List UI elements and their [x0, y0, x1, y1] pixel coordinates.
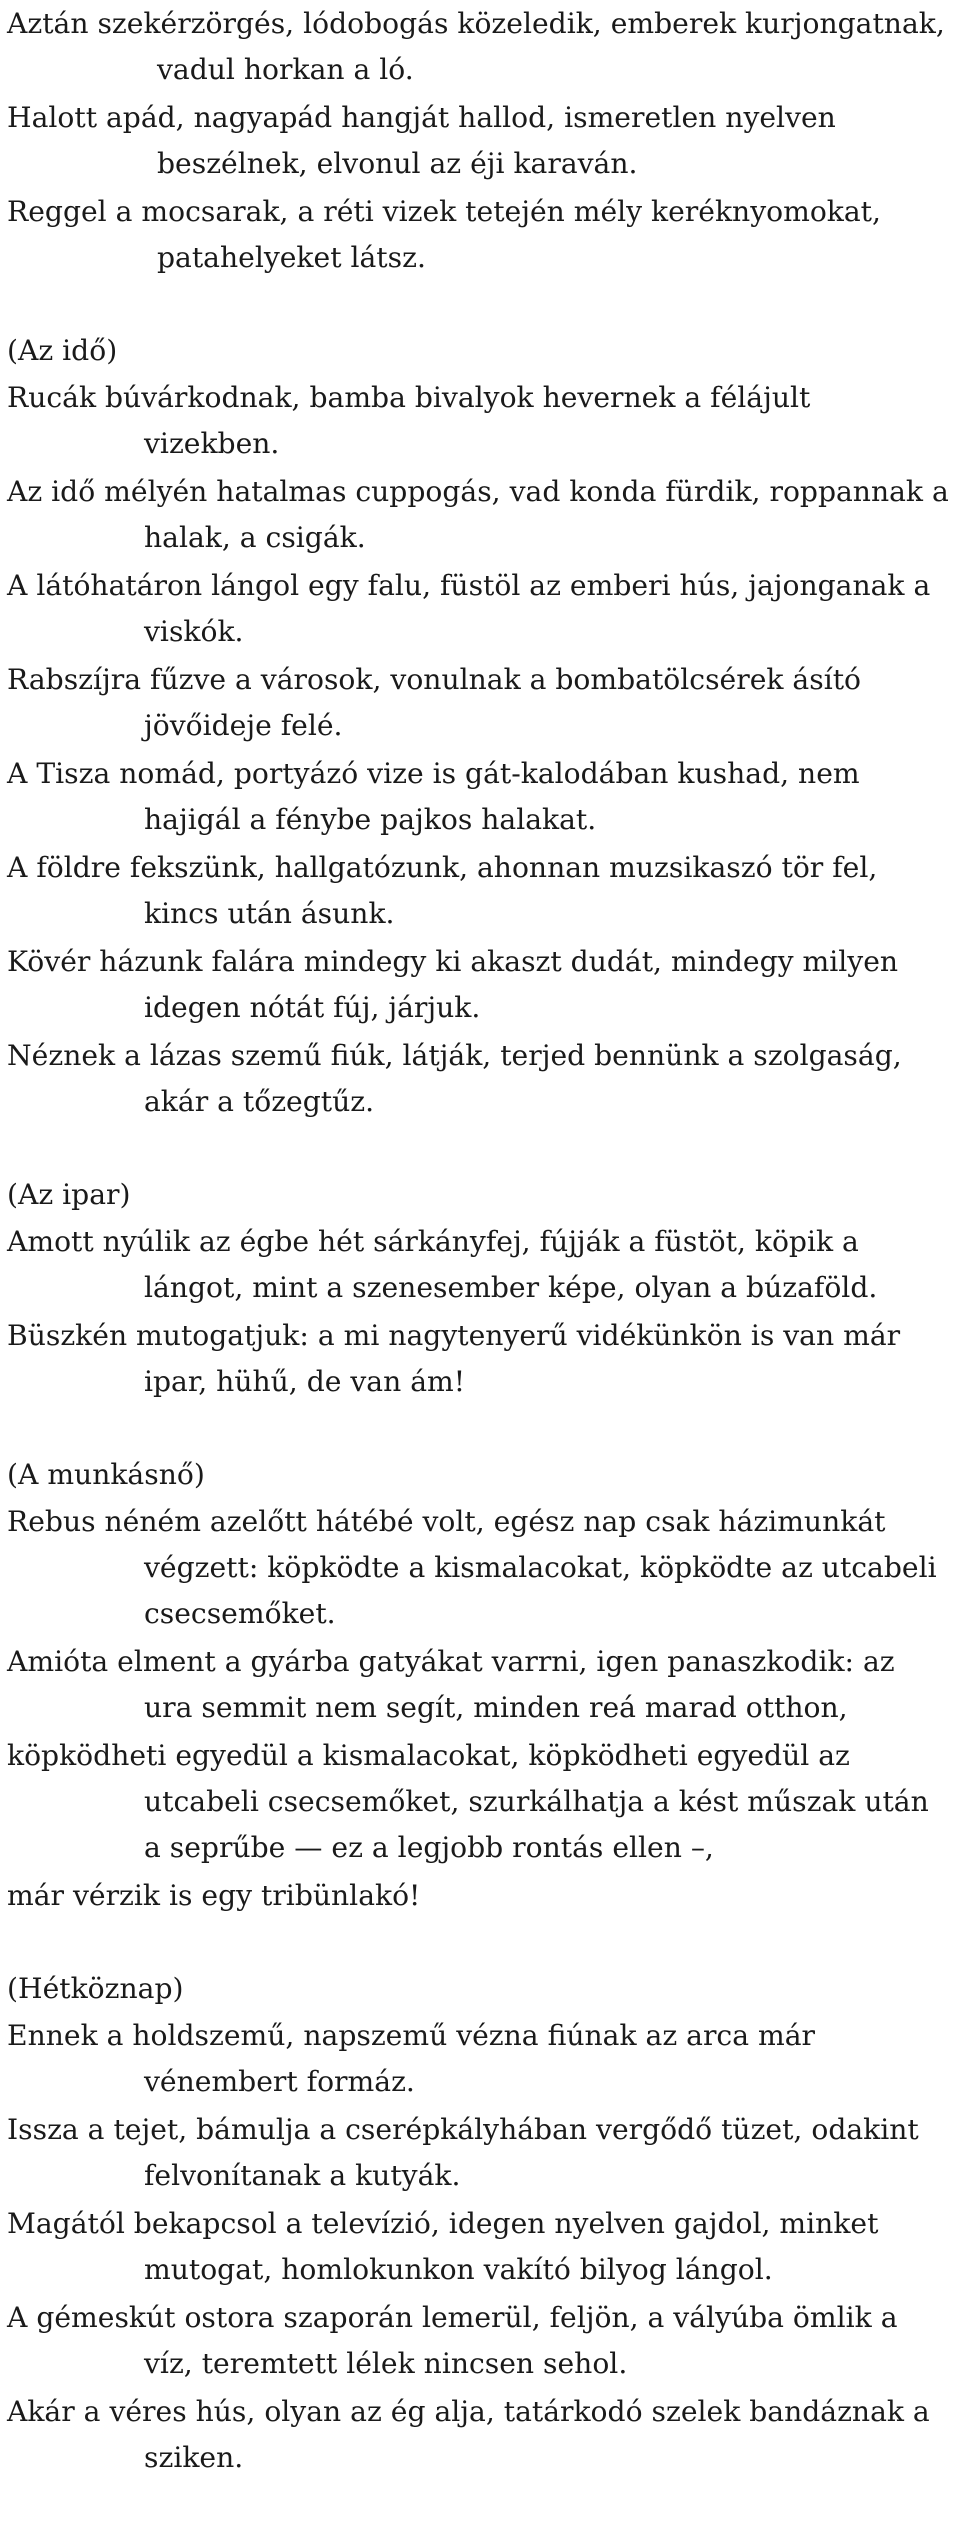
- poem-section: [7, 1172, 952, 1406]
- verse-line: A Tisza nomád, portyázó vize is gát-kalodában kushad, nem hajigál a fénybe pajkos halakat.: [7, 757, 860, 836]
- poem-text: [7, 0, 952, 2528]
- verse-line: Büszkén mutogatjuk: a mi nagytenyerű vidékünkön is van már ipar, hühű, de van ám!: [7, 1319, 901, 1398]
- verse-line: A földre fekszünk, hallgatózunk, ahonnan muzsikaszó tör fel, kincs után ásunk.: [7, 851, 878, 930]
- section-title: (Az ipar): [7, 1178, 131, 1211]
- verse-line: Aztán szekérzörgés, lódobogás közeledik, emberek kurjongatnak, vadul horkan a ló.: [7, 7, 945, 86]
- section-title: (Hétköznap): [7, 1972, 184, 2005]
- verse-line: Rebus néném azelőtt hátébé volt, egész nap csak házimunkát végzett: köpködte a kismalacokat, köpködte az utcabeli csecsemőket.: [7, 1505, 937, 1630]
- verse-line: Rabszíjra fűzve a városok, vonulnak a bombatölcsérek ásító jövőideje felé.: [7, 663, 862, 742]
- poem-section: [7, 1966, 952, 2482]
- verse-line: Ennek a holdszemű, napszemű vézna fiúnak az arca már vénembert formáz.: [7, 2019, 815, 2098]
- verse-line: Rucák búvárkodnak, bamba bivalyok hevernek a félájult vizekben.: [7, 381, 811, 460]
- verse-line: Halott apád, nagyapád hangját hallod, ismeretlen nyelven beszélnek, elvonul az éji karaván.: [7, 101, 836, 180]
- verse-line: Amott nyúlik az égbe hét sárkányfej, fújják a füstöt, köpik a lángot, mint a szenesember képe, olyan a búzaföld.: [7, 1225, 878, 1304]
- poem-section: [7, 0, 952, 282]
- verse-line: Amióta elment a gyárba gatyákat varrni, igen panaszkodik: az ura semmit nem segít, minden reá marad otthon,: [7, 1645, 895, 1724]
- section-title: (A munkásnő): [7, 1458, 205, 1491]
- poem-section: [7, 328, 952, 1126]
- verse-line: már vérzik is egy tribünlakó!: [7, 1879, 421, 1912]
- verse-line: köpködheti egyedül a kismalacokat, köpködheti egyedül az utcabeli csecsemőket, szurkálhatja a kést műszak után a seprűbe — ez a legjobb rontás ellen –,: [7, 1739, 929, 1864]
- verse-line: Az idő mélyén hatalmas cuppogás, vad konda fürdik, roppannak a halak, a csigák.: [7, 475, 949, 554]
- verse-line: Reggel a mocsarak, a réti vizek tetején mély keréknyomokat, patahelyeket látsz.: [7, 195, 881, 274]
- verse-line: A látóhatáron lángol egy falu, füstöl az emberi hús, jajonganak a viskók.: [7, 569, 931, 648]
- verse-line: Magától bekapcsol a televízió, idegen nyelven gajdol, minket mutogat, homlokunkon vakító bilyog lángol.: [7, 2207, 879, 2286]
- poem-section: [7, 1452, 952, 1920]
- verse-line: A gémeskút ostora szaporán lemerül, feljön, a vályúba ömlik a víz, teremtett lélek nincsen sehol.: [7, 2301, 898, 2380]
- verse-line: Néznek a lázas szemű fiúk, látják, terjed bennünk a szolgaság, akár a tőzegtűz.: [7, 1039, 902, 1118]
- verse-line: Kövér házunk falára mindegy ki akaszt dudát, mindegy milyen idegen nótát fúj, járjuk.: [7, 945, 899, 1024]
- verse-line: Issza a tejet, bámulja a cserépkályhában vergődő tüzet, odakint felvonítanak a kutyák.: [7, 2113, 919, 2192]
- verse-line: Akár a véres hús, olyan az ég alja, tatárkodó szelek bandáznak a sziken.: [7, 2395, 930, 2474]
- section-title: (Az idő): [7, 334, 118, 367]
